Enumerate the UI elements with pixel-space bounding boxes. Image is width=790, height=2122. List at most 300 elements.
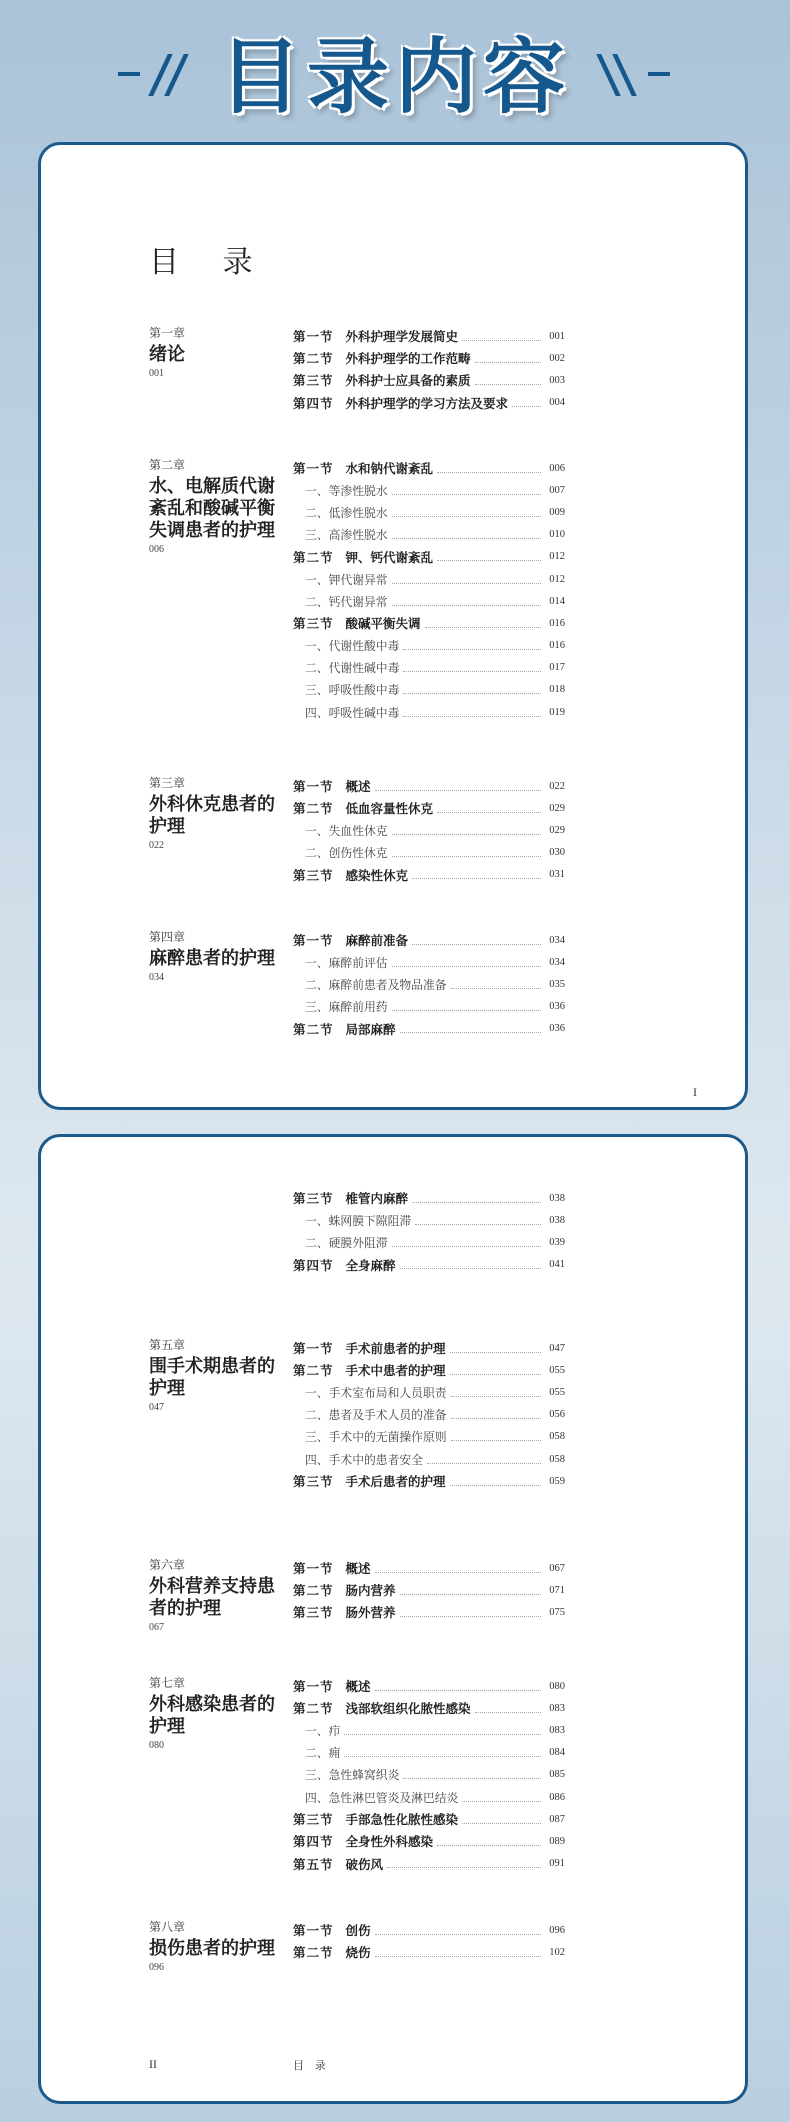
chapter-page-number: 080 <box>149 1740 164 1751</box>
entry-title: 三、麻醉前用药 <box>305 1000 388 1015</box>
dot-leader <box>475 384 541 385</box>
entry-page-number: 016 <box>549 640 565 652</box>
entry-page-number: 058 <box>549 1431 565 1443</box>
chapter-page-number: 034 <box>149 972 164 983</box>
entry-label <box>293 1699 471 1717</box>
subsection-entry[interactable] <box>293 1742 565 1764</box>
entry-label <box>293 327 458 345</box>
entry-title: 四、呼吸性碱中毒 <box>305 705 400 720</box>
section-entry[interactable] <box>293 1919 565 1941</box>
entry-label <box>305 976 447 993</box>
entry-title: 二、硬膜外阻滞 <box>305 1235 388 1250</box>
chapter-title: 水、电解质代谢紊乱和酸碱平衡失调患者的护理 <box>149 476 275 540</box>
section-number: 第一节 <box>293 1562 334 1577</box>
section-entry[interactable] <box>293 546 565 568</box>
entry-page-number: 019 <box>549 706 565 718</box>
entry-title: 手术后患者的护理 <box>345 1475 446 1490</box>
dot-leader <box>375 1956 541 1957</box>
subsection-entry[interactable] <box>293 1381 565 1403</box>
toc-heading: 目 录 <box>149 246 271 279</box>
entry-page-number: 058 <box>549 1453 565 1465</box>
section-number: 第一节 <box>293 780 334 795</box>
entry-label <box>305 1789 458 1806</box>
entry-page-number: 018 <box>549 684 565 696</box>
entry-page-number: 075 <box>549 1606 565 1618</box>
entry-page-number: 004 <box>549 397 565 409</box>
entry-title: 概述 <box>345 1562 371 1577</box>
entry-title: 一、代谢性酸中毒 <box>305 639 400 654</box>
section-list <box>293 1557 565 1624</box>
chapter-title: 外科休克患者的护理 <box>149 794 275 836</box>
chapter-number: 第七章 <box>149 1676 186 1690</box>
entry-page-number: 039 <box>549 1236 565 1248</box>
entry-page-number: 016 <box>549 617 565 629</box>
dot-leader <box>437 812 541 813</box>
entry-title: 外科护理学的工作范畴 <box>345 352 471 367</box>
section-entry[interactable] <box>293 1557 565 1579</box>
chapter-header <box>149 775 279 853</box>
dot-leader <box>412 878 541 879</box>
section-entry[interactable] <box>293 1579 565 1601</box>
section-list <box>293 929 565 1040</box>
section-number: 第一节 <box>293 330 334 345</box>
dot-leader <box>462 1823 541 1824</box>
entry-page-number: 091 <box>549 1858 565 1870</box>
entry-page-number: 012 <box>549 573 565 585</box>
entry-label <box>305 1428 447 1445</box>
subsection-entry[interactable] <box>293 501 565 523</box>
entry-label <box>293 1810 458 1828</box>
chapter-title: 麻醉患者的护理 <box>149 948 275 968</box>
chapter-title: 围手术期患者的护理 <box>149 1356 275 1398</box>
section-number: 第四节 <box>293 396 334 411</box>
subsection-entry[interactable] <box>293 951 565 973</box>
entry-page-number: 001 <box>549 330 565 342</box>
section-list <box>293 1675 565 1875</box>
section-list <box>293 457 565 723</box>
entry-label <box>293 1581 396 1599</box>
section-entry[interactable] <box>293 1601 565 1623</box>
entry-title: 二、低渗性脱水 <box>305 505 388 520</box>
section-list <box>293 325 565 414</box>
entry-label <box>305 637 399 654</box>
chapter-header <box>149 1675 279 1753</box>
entry-title: 三、手术中的无菌操作原则 <box>305 1430 447 1445</box>
subsection-entry[interactable] <box>293 1426 565 1448</box>
chapter-page-number: 067 <box>149 1622 164 1633</box>
section-entry[interactable] <box>293 775 565 797</box>
subsection-entry[interactable] <box>293 635 565 657</box>
entry-page-number: 056 <box>549 1409 565 1421</box>
entry-page-number: 084 <box>549 1747 565 1759</box>
subsection-entry[interactable] <box>293 1209 565 1231</box>
entry-title: 低血容量性休克 <box>345 802 434 817</box>
entry-title: 钾、钙代谢紊乱 <box>345 550 434 565</box>
section-entry[interactable] <box>293 1470 565 1492</box>
section-entry[interactable] <box>293 1254 565 1276</box>
entry-title: 水和钠代谢紊乱 <box>345 462 434 477</box>
chapter-page-number: 096 <box>149 1962 164 1973</box>
entry-label <box>305 1234 388 1251</box>
entry-title: 全身麻醉 <box>345 1258 396 1273</box>
entry-label <box>293 548 433 566</box>
entry-title: 三、急性蜂窝织炎 <box>305 1768 400 1783</box>
chapter-header <box>149 1919 279 1975</box>
section-list <box>293 775 565 886</box>
entry-title: 外科护士应具备的素质 <box>345 374 471 389</box>
entry-title: 一、麻醉前评估 <box>305 955 388 970</box>
entry-label <box>293 1559 371 1577</box>
entry-title: 二、患者及手术人员的准备 <box>305 1408 447 1423</box>
entry-page-number: 071 <box>549 1584 565 1596</box>
dot-leader <box>425 627 541 628</box>
entry-label <box>293 931 408 949</box>
chapter-number: 第三章 <box>149 776 186 790</box>
entry-page-number: 055 <box>549 1386 565 1398</box>
section-number: 第五节 <box>293 1857 334 1872</box>
dot-leader <box>512 406 541 407</box>
entry-label <box>293 614 421 632</box>
entry-label <box>293 1020 396 1038</box>
section-entry[interactable] <box>293 1675 565 1697</box>
entry-page-number: 089 <box>549 1835 565 1847</box>
entry-label <box>305 704 399 721</box>
subsection-entry[interactable] <box>293 568 565 590</box>
right-decoration <box>576 50 672 90</box>
entry-label <box>293 1677 371 1695</box>
entry-label <box>305 504 388 521</box>
entry-label <box>305 681 399 698</box>
section-entry[interactable] <box>293 369 565 391</box>
chapter-number: 第二章 <box>149 458 186 472</box>
entry-label <box>293 1921 371 1939</box>
entry-label <box>293 1361 446 1379</box>
dot-leader <box>475 362 541 363</box>
chapter-page-number: 047 <box>149 1402 164 1413</box>
section-entry[interactable] <box>293 1808 565 1830</box>
footer-label: 目 录 <box>293 2060 330 2072</box>
toc-page-2 <box>38 1134 748 2104</box>
entry-page-number: 047 <box>549 1342 565 1354</box>
entry-title: 创伤 <box>345 1924 371 1939</box>
entry-page-number: 029 <box>549 824 565 836</box>
subsection-entry[interactable] <box>293 819 565 841</box>
section-number: 第三节 <box>293 1813 334 1828</box>
chapter-header <box>149 1557 279 1635</box>
entry-label <box>305 1744 340 1761</box>
dot-leader <box>450 1374 541 1375</box>
section-entry[interactable] <box>293 1697 565 1719</box>
subsection-entry[interactable] <box>293 701 565 723</box>
dot-leader <box>400 1032 541 1033</box>
chapter-header <box>149 325 279 381</box>
subsection-entry[interactable] <box>293 679 565 701</box>
entry-page-number: 003 <box>549 374 565 386</box>
entry-label <box>305 822 388 839</box>
dot-leader <box>450 1485 541 1486</box>
dot-leader <box>450 1352 541 1353</box>
entry-title: 概述 <box>345 780 371 795</box>
dot-leader <box>403 1778 541 1779</box>
entry-title: 外科护理学发展简史 <box>345 330 459 345</box>
section-entry[interactable] <box>293 1359 565 1381</box>
banner <box>0 0 790 130</box>
entry-page-number: 014 <box>549 595 565 607</box>
entry-title: 烧伤 <box>345 1946 371 1961</box>
subsection-entry[interactable] <box>293 657 565 679</box>
dot-leader <box>392 538 541 539</box>
entry-title: 椎管内麻醉 <box>345 1192 409 1207</box>
subsection-entry[interactable] <box>293 1448 565 1470</box>
entry-title: 二、代谢性碱中毒 <box>305 661 400 676</box>
subsection-entry[interactable] <box>293 590 565 612</box>
section-entry[interactable] <box>293 1830 565 1852</box>
entry-label <box>305 571 388 588</box>
entry-page-number: 034 <box>549 956 565 968</box>
entry-page-number: 087 <box>549 1813 565 1825</box>
section-number: 第二节 <box>293 1702 334 1717</box>
section-number: 第三节 <box>293 374 334 389</box>
section-entry[interactable] <box>293 1187 565 1209</box>
page-folio: II <box>149 2057 157 2071</box>
subsection-entry[interactable] <box>293 1231 565 1253</box>
entry-title: 肠内营养 <box>345 1584 396 1599</box>
dot-leader <box>412 1202 541 1203</box>
page-folio: I <box>693 1085 697 1099</box>
entry-page-number: 080 <box>549 1680 565 1692</box>
entry-page-number: 034 <box>549 934 565 946</box>
dot-leader <box>403 693 541 694</box>
section-list <box>293 1919 565 1963</box>
subsection-entry[interactable] <box>293 842 565 864</box>
entry-label <box>305 593 388 610</box>
entry-title: 手术中患者的护理 <box>345 1364 446 1379</box>
section-number: 第二节 <box>293 1584 334 1599</box>
dot-leader <box>437 1845 541 1846</box>
entry-page-number: 036 <box>549 1001 565 1013</box>
dot-leader <box>392 494 541 495</box>
entry-page-number: 030 <box>549 847 565 859</box>
banner-title: 目录内容 <box>218 30 571 125</box>
entry-title: 手部急性化脓性感染 <box>345 1813 459 1828</box>
entry-label <box>293 866 408 884</box>
entry-label <box>305 1212 411 1229</box>
entry-label <box>305 1384 447 1401</box>
entry-page-number: 007 <box>549 484 565 496</box>
entry-label <box>305 844 388 861</box>
entry-page-number: 067 <box>549 1562 565 1574</box>
dot-leader <box>403 716 541 717</box>
entry-page-number: 036 <box>549 1023 565 1035</box>
dot-leader <box>344 1756 541 1757</box>
dot-leader <box>427 1463 541 1464</box>
entry-title: 三、呼吸性酸中毒 <box>305 683 400 698</box>
chapter-page-number: 022 <box>149 840 164 851</box>
entry-page-number: 022 <box>549 780 565 792</box>
entry-page-number: 038 <box>549 1214 565 1226</box>
entry-title: 二、麻醉前患者及物品准备 <box>305 977 447 992</box>
section-number: 第二节 <box>293 1022 334 1037</box>
entry-page-number: 102 <box>549 1946 565 1958</box>
entry-title: 感染性休克 <box>345 868 409 883</box>
entry-title: 四、急性淋巴管炎及淋巴结炎 <box>305 1790 459 1805</box>
entry-page-number: 031 <box>549 869 565 881</box>
entry-page-number: 010 <box>549 529 565 541</box>
entry-label <box>293 1603 396 1621</box>
dot-leader <box>403 671 541 672</box>
entry-label <box>293 1855 383 1873</box>
entry-label <box>305 1406 447 1423</box>
subsection-entry[interactable] <box>293 1786 565 1808</box>
entry-label <box>305 482 388 499</box>
chapter-header <box>149 1337 279 1415</box>
section-entry[interactable] <box>293 1337 565 1359</box>
entry-label <box>293 349 471 367</box>
entry-title: 浅部软组织化脓性感染 <box>345 1702 471 1717</box>
entry-label <box>293 1256 396 1274</box>
entry-label <box>293 777 371 795</box>
entry-page-number: 038 <box>549 1192 565 1204</box>
subsection-entry[interactable] <box>293 479 565 501</box>
dot-leader <box>462 340 541 341</box>
dot-leader <box>400 1594 541 1595</box>
chapter-header <box>149 457 279 557</box>
dot-leader <box>403 649 541 650</box>
dot-leader <box>375 1934 541 1935</box>
entry-label <box>293 371 471 389</box>
entry-title: 概述 <box>345 1680 371 1695</box>
subsection-entry[interactable] <box>293 973 565 995</box>
dot-leader <box>437 472 541 473</box>
chapter-number: 第一章 <box>149 326 186 340</box>
entry-page-number: 083 <box>549 1702 565 1714</box>
chapter-number: 第四章 <box>149 930 186 944</box>
dot-leader <box>375 1690 541 1691</box>
subsection-entry[interactable] <box>293 1764 565 1786</box>
dot-leader <box>451 988 541 989</box>
entry-label <box>293 1832 433 1850</box>
section-number: 第一节 <box>293 1342 334 1357</box>
entry-label <box>305 526 388 543</box>
entry-page-number: 096 <box>549 1924 565 1936</box>
section-entry[interactable] <box>293 864 565 886</box>
dot-leader <box>392 583 541 584</box>
entry-page-number: 086 <box>549 1791 565 1803</box>
entry-label <box>293 1189 408 1207</box>
dot-leader <box>392 856 541 857</box>
section-entry[interactable] <box>293 1941 565 1963</box>
entry-title: 外科护理学的学习方法及要求 <box>345 396 509 411</box>
entry-title: 二、痈 <box>305 1746 341 1761</box>
entry-title: 麻醉前准备 <box>345 934 409 949</box>
dot-leader <box>451 1396 541 1397</box>
dot-leader <box>392 516 541 517</box>
entry-page-number: 006 <box>549 462 565 474</box>
section-entry[interactable] <box>293 392 565 414</box>
section-number: 第二节 <box>293 802 334 817</box>
dot-leader <box>344 1734 541 1735</box>
entry-label <box>305 1722 340 1739</box>
chapter-number: 第六章 <box>149 1558 186 1572</box>
dot-leader <box>375 790 541 791</box>
entry-page-number: 002 <box>549 352 565 364</box>
entry-label <box>293 459 433 477</box>
chapter-title: 外科感染患者的护理 <box>149 1694 275 1736</box>
dot-leader <box>415 1224 541 1225</box>
dot-leader <box>375 1572 541 1573</box>
entry-page-number: 017 <box>549 662 565 674</box>
dot-leader <box>392 605 541 606</box>
section-number: 第三节 <box>293 1475 334 1490</box>
section-number: 第三节 <box>293 617 334 632</box>
entry-page-number: 085 <box>549 1769 565 1781</box>
entry-title: 肠外营养 <box>345 1606 396 1621</box>
section-number: 第二节 <box>293 1946 334 1961</box>
section-entry[interactable] <box>293 797 565 819</box>
section-number: 第四节 <box>293 1835 334 1850</box>
subsection-entry[interactable] <box>293 1404 565 1426</box>
entry-page-number: 083 <box>549 1724 565 1736</box>
entry-page-number: 012 <box>549 551 565 563</box>
section-number: 第一节 <box>293 462 334 477</box>
section-number: 第一节 <box>293 1680 334 1695</box>
entry-title: 二、创伤性休克 <box>305 846 388 861</box>
subsection-entry[interactable] <box>293 996 565 1018</box>
chapter-header <box>149 929 279 985</box>
dot-leader <box>387 1867 541 1868</box>
entry-label <box>293 1943 371 1961</box>
subsection-entry[interactable] <box>293 1719 565 1741</box>
section-entry[interactable] <box>293 457 565 479</box>
section-entry[interactable] <box>293 1853 565 1875</box>
entry-page-number: 041 <box>549 1259 565 1271</box>
entry-page-number: 055 <box>549 1364 565 1376</box>
entry-title: 一、钾代谢异常 <box>305 572 388 587</box>
entry-title: 一、蛛网膜下隙阻滞 <box>305 1213 412 1228</box>
entry-label <box>293 799 433 817</box>
dot-leader <box>392 834 541 835</box>
chapter-title: 绪论 <box>149 344 185 364</box>
dot-leader <box>451 1440 541 1441</box>
entry-title: 破伤风 <box>345 1857 384 1872</box>
entry-title: 全身性外科感染 <box>345 1835 434 1850</box>
dot-leader <box>392 1246 541 1247</box>
dot-leader <box>475 1712 541 1713</box>
section-number: 第三节 <box>293 1192 334 1207</box>
section-entry[interactable] <box>293 1018 565 1040</box>
section-entry[interactable] <box>293 325 565 347</box>
section-number: 第一节 <box>293 1924 334 1939</box>
entry-page-number: 029 <box>549 802 565 814</box>
entry-label <box>293 1339 446 1357</box>
dot-leader <box>462 1801 541 1802</box>
dot-leader <box>392 966 541 967</box>
section-number: 第四节 <box>293 1258 334 1273</box>
subsection-entry[interactable] <box>293 524 565 546</box>
chapter-title: 外科营养支持患者的护理 <box>149 1576 275 1618</box>
entry-label <box>305 659 399 676</box>
entry-title: 一、疖 <box>305 1723 341 1738</box>
section-entry[interactable] <box>293 612 565 634</box>
section-entry[interactable] <box>293 929 565 951</box>
entry-label <box>305 1451 423 1468</box>
dot-leader <box>412 944 541 945</box>
section-number: 第三节 <box>293 868 334 883</box>
entry-label <box>293 394 508 412</box>
section-number: 第一节 <box>293 934 334 949</box>
entry-title: 三、高渗性脱水 <box>305 528 388 543</box>
section-entry[interactable] <box>293 347 565 369</box>
